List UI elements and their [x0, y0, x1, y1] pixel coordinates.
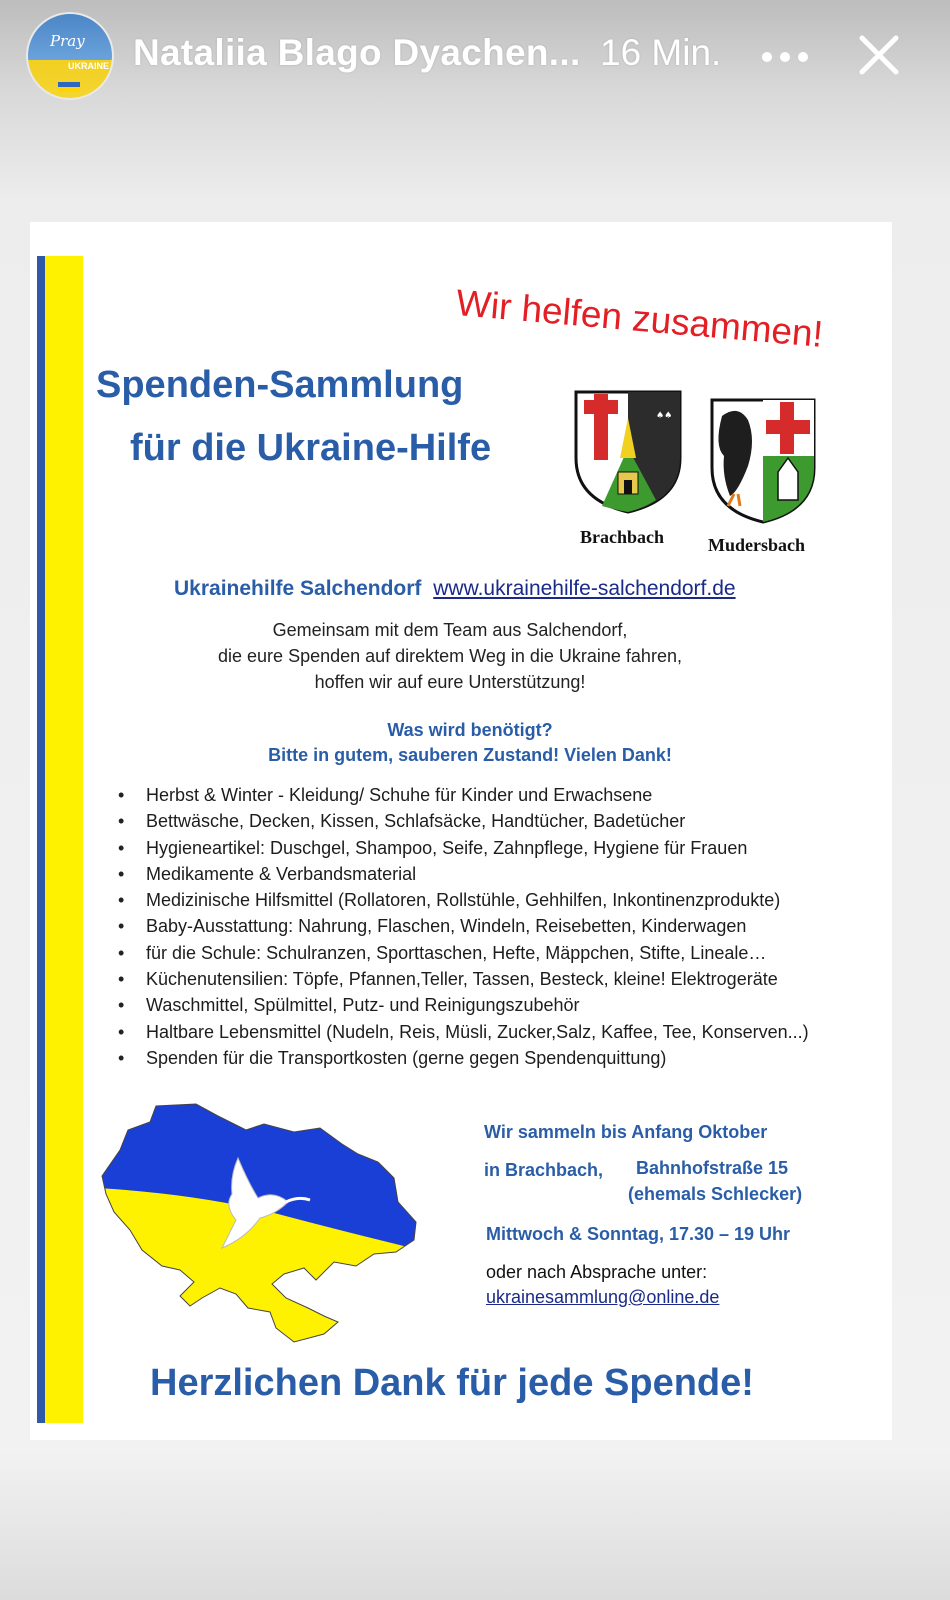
- svg-text:♠♠: ♠♠: [656, 411, 673, 421]
- donation-flyer: [30, 222, 892, 1440]
- coat-label-brachbach: Brachbach: [580, 527, 665, 547]
- flyer-blue-stripe: [37, 256, 45, 1423]
- coat-label-mudersbach: Mudersbach: [708, 535, 806, 555]
- list-item: • Haltbare Lebensmittel (Nudeln, Reis, Müsli, Zucker,Salz, Kaffee, Tee, Konserven...): [116, 1019, 876, 1045]
- list-item: • Bettwäsche, Decken, Kissen, Schlafsäcke, Handtücher, Badetücher: [116, 808, 876, 834]
- list-item: • Spenden für die Transportkosten (gerne gegen Spendenquittung): [116, 1045, 876, 1071]
- slogan: Wir helfen zusammen!: [454, 282, 825, 355]
- list-item: • Küchenutensilien: Töpfe, Pfannen,Teller, Tassen, Besteck, kleine! Elektrogeräte: [116, 966, 876, 992]
- list-item: • Medizinische Hilfsmittel (Rollatoren, Rollstühle, Gehhilfen, Inkontinenzprodukte): [116, 887, 876, 913]
- list-item: • Hygieneartikel: Duschgel, Shampoo, Seife, Zahnpflege, Hygiene für Frauen: [116, 835, 876, 861]
- coat-of-arms-mudersbach-icon: [708, 396, 818, 526]
- intro-line: hoffen wir auf eure Unterstützung!: [314, 672, 586, 692]
- list-item: • Herbst & Winter - Kleidung/ Schuhe für Kinder und Erwachsene: [116, 782, 876, 808]
- close-button[interactable]: [856, 32, 902, 78]
- collection-place: in Brachbach,: [484, 1160, 604, 1180]
- organization-name: Ukrainehilfe Salchendorf: [174, 577, 422, 600]
- more-options-button[interactable]: [760, 40, 812, 74]
- collection-former-name: (ehemals Schlecker): [628, 1184, 803, 1204]
- collection-street: Bahnhofstraße 15: [636, 1158, 789, 1178]
- more-icon-dot: [798, 52, 808, 62]
- contact-email-link[interactable]: ukrainesammlung@online.de: [486, 1287, 720, 1307]
- coat-of-arms-brachbach-icon: [572, 388, 684, 516]
- collection-hours: Mittwoch & Sonntag, 17.30 – 19 Uhr: [486, 1224, 791, 1244]
- needs-note: Bitte in gutem, sauberen Zustand! Vielen Dank!: [268, 745, 672, 765]
- needs-list: [116, 782, 876, 1071]
- needs-question: Was wird benötigt?: [387, 720, 553, 740]
- more-icon-dot: [780, 52, 790, 62]
- author-name[interactable]: Nataliia Blago Dyachen...: [133, 32, 581, 73]
- contact-label: oder nach Absprache unter:: [486, 1262, 708, 1282]
- organization-website-link[interactable]: www.ukrainehilfe-salchendorf.de: [433, 577, 736, 600]
- thank-you-text: Herzlichen Dank für jede Spende!: [150, 1362, 754, 1404]
- close-icon: [856, 32, 902, 78]
- avatar-subtext: UKRAINE: [68, 61, 110, 71]
- flyer-yellow-stripe: [45, 256, 83, 1423]
- flyer-subtitle: für die Ukraine-Hilfe: [130, 427, 492, 469]
- needs-heading: [170, 718, 770, 768]
- ukraine-map-dove-icon: [98, 1102, 420, 1346]
- intro-line: die eure Spenden auf direktem Weg in die Ukraine fahren,: [218, 646, 682, 666]
- avatar-text: Pray: [50, 32, 85, 50]
- organization-line: [174, 577, 736, 601]
- list-item: • Waschmittel, Spülmittel, Putz- und Reinigungszubehör: [116, 992, 876, 1018]
- intro-line: Gemeinsam mit dem Team aus Salchendorf,: [272, 620, 628, 640]
- ukraine-flag-icon: [58, 82, 80, 92]
- list-item: • Baby-Ausstattung: Nahrung, Flaschen, Windeln, Reisebetten, Kinderwagen: [116, 913, 876, 939]
- flyer-title: Spenden-Sammlung: [96, 364, 464, 406]
- more-icon: [762, 52, 772, 62]
- list-item: • Medikamente & Verbandsmaterial: [116, 861, 876, 887]
- story-header: [0, 0, 950, 120]
- list-item: • für die Schule: Schulranzen, Sporttaschen, Hefte, Mäppchen, Stifte, Lineale…: [116, 940, 876, 966]
- post-time: 16 Min.: [600, 32, 722, 73]
- intro-text: [170, 617, 730, 695]
- collection-period: Wir sammeln bis Anfang Oktober: [484, 1122, 768, 1142]
- author-avatar[interactable]: [26, 12, 114, 100]
